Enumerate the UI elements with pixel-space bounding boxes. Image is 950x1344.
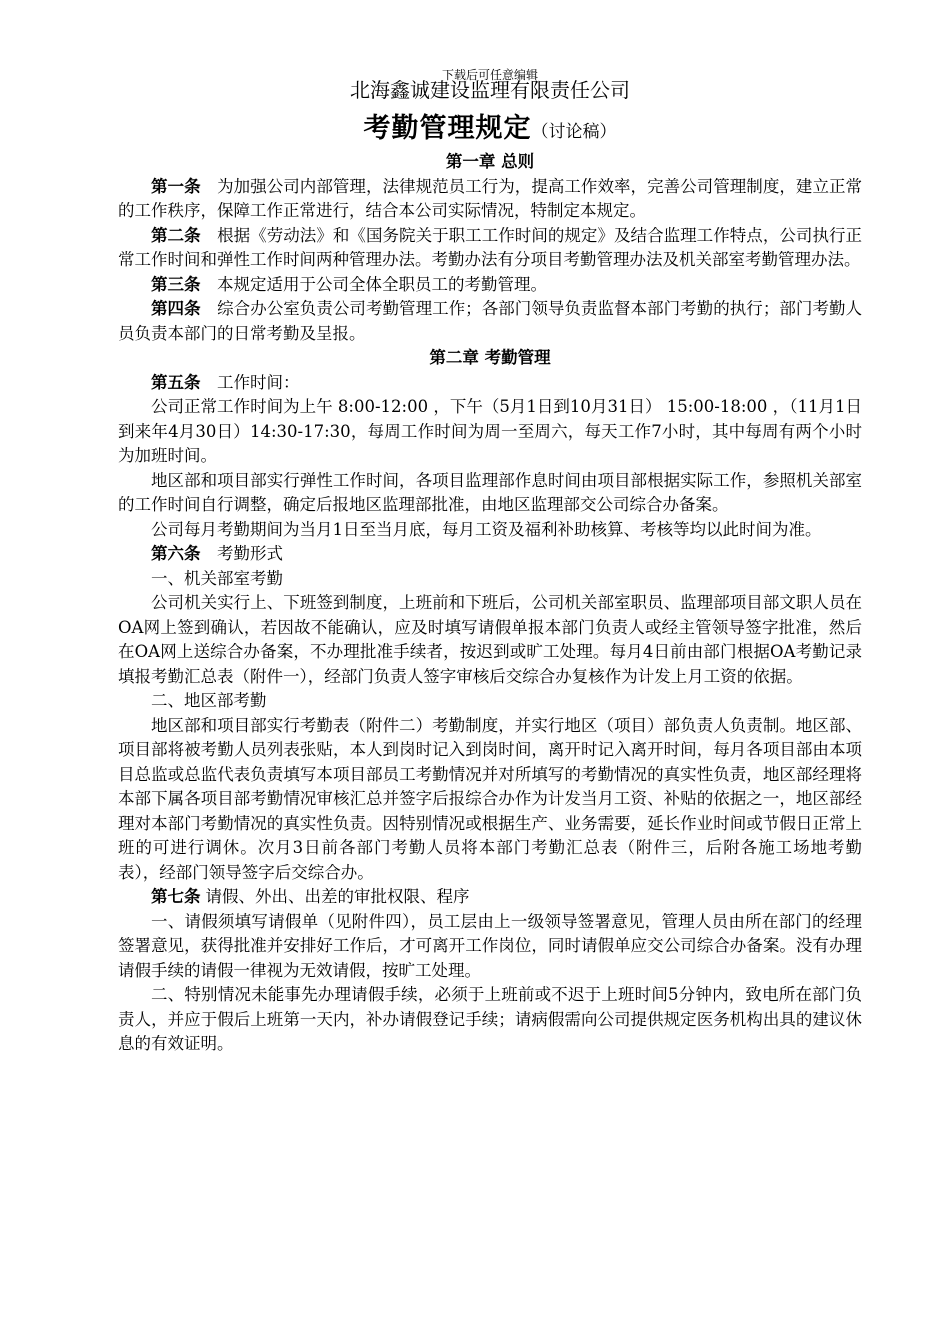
article-6 [118, 542, 862, 567]
article-2 [118, 224, 862, 273]
article-5-paragraph: 公司正常工作时间为上午 8:00-12:00 ，下午（5月1日到10月31日） 15:00-18:00 ，（11月1日到来年4月30日）14:30-17:30，每周工作时间为周一至周六，每天工作7小时，其中每周有两个小时为加班时间。 [118, 397, 862, 465]
article-lead: 第三条 [151, 274, 201, 294]
chapter-2-heading: 第二章 考勤管理 [429, 348, 551, 367]
article-text: 请假、外出、出差的审批权限、程序 [205, 887, 470, 906]
title-main: 考勤管理规定 [363, 113, 532, 144]
title-sub: （讨论稿） [531, 122, 617, 142]
article-6-paragraph: 地区部和项目部实行考勤表（附件二）考勤制度，并实行地区（项目）部负责人负责制。地区部、项目部将被考勤人员列表张贴，本人到岗时记入到岗时间，离开时记入离开时间，每月各项目部由本项目总监或总监代表负责填写本项目部员工考勤情况并对所填写的考勤情况的真实性负责，地区部经理将本部下属各项目部考勤情况审核汇总并签字后报综合办作为计发当月工资、补贴的依据之一，地区部经理对本部门考勤情况的真实性负责。因特别情况或根据生产、业务需要，延长作业时间或节假日正常上班的可进行调休。次月3日前各部门考勤人员将本部门考勤汇总表（附件三，后附各施工场地考勤表），经部门领导签字后交综合办。 [118, 715, 862, 882]
article-text: 根据《劳动法》和《国务院关于职工工作时间的规定》及结合监理工作特点，公司执行正常工作时间和弹性工作时间两种管理办法。考勤办法有分项目考勤管理办法及机关部室考勤管理办法。 [118, 225, 863, 269]
article-lead: 第五条 [151, 372, 201, 392]
article-5-paragraph: 公司每月考勤期间为当月1日至当月底，每月工资及福利补助核算、考核等均以此时间为准。 [151, 519, 822, 539]
company-name: 北海鑫诚建设监理有限责任公司 [350, 78, 630, 102]
article-text: 本规定适用于公司全体全职员工的考勤管理。 [217, 274, 547, 294]
article-text: 考勤形式 [217, 544, 283, 563]
article-lead: 第六条 [151, 544, 201, 563]
article-lead: 第一条 [151, 176, 201, 196]
header-note: 下载后可任意编辑 [441, 68, 538, 82]
article-4 [118, 297, 862, 346]
article-text: 工作时间： [217, 372, 300, 392]
article-7-paragraph: 二、特别情况未能事先办理请假手续，必须于上班前或不迟于上班时间5分钟内，致电所在部门负责人，并应于假后上班第一天内，补办请假登记手续；请病假需向公司提供规定医务机构出具的建议休息的有效证明。 [118, 985, 862, 1053]
article-5-paragraph: 地区部和项目部实行弹性工作时间，各项目监理部作息时间由项目部根据实际工作，参照机关部室的工作时间自行调整，确定后报地区监理部批准，由地区监理部交公司综合办备案。 [118, 470, 862, 514]
article-7-paragraph: 一、请假须填写请假单（见附件四），员工层由上一级领导签署意见，管理人员由所在部门的经理签署意见，获得批准并安排好工作后，才可离开工作岗位，同时请假单应交公司综合办备案。没有办理请假手续的请假一律视为无效请假，按旷工处理。 [118, 911, 862, 980]
article-7 [118, 885, 862, 910]
chapter-1-heading: 第一章 总则 [445, 152, 535, 171]
article-lead: 第七条 [151, 887, 201, 906]
document-title [118, 108, 862, 150]
article-5 [118, 371, 862, 396]
article-3 [118, 273, 862, 298]
section-heading: 二、地区部考勤 [151, 691, 267, 710]
article-lead: 第二条 [151, 225, 201, 245]
article-lead: 第四条 [151, 299, 201, 318]
article-1 [118, 175, 862, 224]
article-text: 综合办公室负责公司考勤管理工作；各部门领导负责监督本部门考勤的执行；部门考勤人员负责本部门的日常考勤及呈报。 [118, 299, 863, 343]
section-heading: 一、机关部室考勤 [151, 568, 283, 588]
article-text: 为加强公司内部管理，法律规范员工行为，提高工作效率，完善公司管理制度，建立正常的工作秩序，保障工作正常进行，结合本公司实际情况，特制定本规定。 [118, 176, 863, 220]
article-6-paragraph: 公司机关实行上、下班签到制度，上班前和下班后，公司机关部室职员、监理部项目部文职人员在OA网上签到确认，若因故不能确认，应及时填写请假单报本部门负责人或经主管领导签字批准，然后在OA网上送综合办备案，不办理批准手续者，按迟到或旷工处理。每月4日前由部门根据OA考勤记录填报考勤汇总表（附件一），经部门负责人签字审核后交综合办复核作为计发上月工资的依据。 [118, 593, 862, 686]
